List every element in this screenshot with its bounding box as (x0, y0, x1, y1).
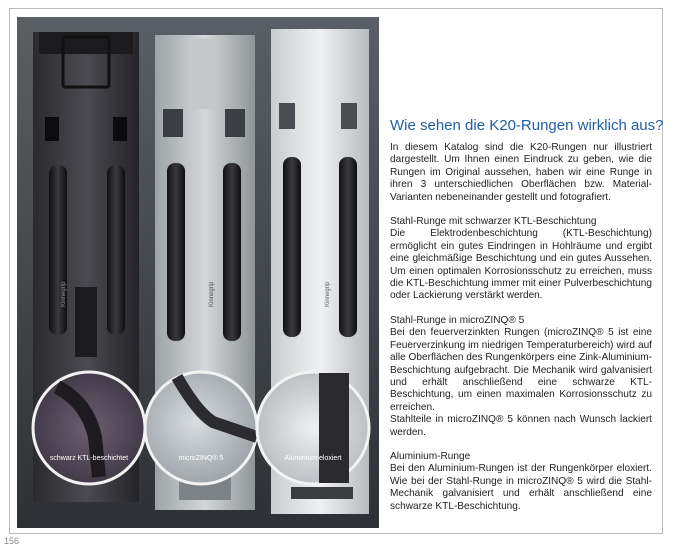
detail-circle-zinc (145, 372, 257, 484)
intro-paragraph: In diesem Katalog sind die K20-Rungen nur illustriert dargestellt. Um Ihnen einen Eindruck zu geben, wie die Rungen im Original aussehen, haben wir eine Runge in ihren 3 unterschiedlichen Oberflächen bzw. Material-Varianten nebeneinander gestellt und fotografiert. (390, 142, 652, 203)
section-aluminium (390, 451, 652, 513)
section-microzinq (390, 315, 652, 439)
detail-circle-aluminium (257, 372, 369, 484)
section-title: Stahl-Runge mit schwarzer KTL-Beschichtung (390, 216, 597, 228)
section-body: Die Elektrodenbeschichtung (KTL-Beschichtung) ermöglicht ein gutes Eindringen in Hohlräume und ergibt eine gleichmäßige Beschichtung und ein gutes Aussehen. Um einen optimalen Korrosionsschutz zu erreichen, muss die KTL-Beschichtung immer mit einer Pulverbeschichtung oder Lackierung verstärkt werden. (390, 228, 652, 302)
detail-circle-ktl (33, 372, 145, 484)
article-text (390, 117, 664, 513)
section-ktl (390, 216, 652, 303)
section-body: Bei den feuerverzinkten Rungen (microZINQ® 5 ist eine Feuerverzinkung im niedrigen Temperaturbereich) wird auf alle Oberflächen des Rungenkörpers eine Zink-Aluminium-Beschichtung aufgebracht. Die Mechanik wird galvanisiert und erhält anschließend eine schwarze KTL-Beschichtung, um einen maximalen Korrosionsschutz zu erreichen. (390, 327, 653, 413)
section-title: Aluminium-Runge (390, 450, 471, 462)
label-aluminium: Aluminium eloxiert (284, 455, 342, 462)
product-photo (17, 17, 379, 528)
engraving-text: Kinnegrip (325, 281, 331, 307)
label-ktl: schwarz KTL-beschichtet (49, 455, 129, 462)
engraving-text: Kinnegrip (209, 281, 215, 307)
page-number: 156 (4, 536, 20, 546)
section-body: Bei den Aluminium-Rungen ist der Rungenkörper eloxiert. Wie bei der Stahl-Runge in microZINQ® 5 wird die Stahl-Mechanik galvanisiert und erhält anschließend eine schwarze KTL-Beschichtung. (390, 463, 652, 512)
engraving-text: Kinnegrip (61, 281, 67, 307)
section-title: Stahl-Runge in microZINQ® 5 (390, 314, 525, 326)
section-body-note: Stahlteile in microZINQ® 5 können nach Wunsch lackiert werden. (390, 414, 652, 438)
label-zinc: microZINQ® 5 (178, 455, 224, 462)
page-title: Wie sehen die K20-Rungen wirklich aus? (390, 117, 664, 134)
